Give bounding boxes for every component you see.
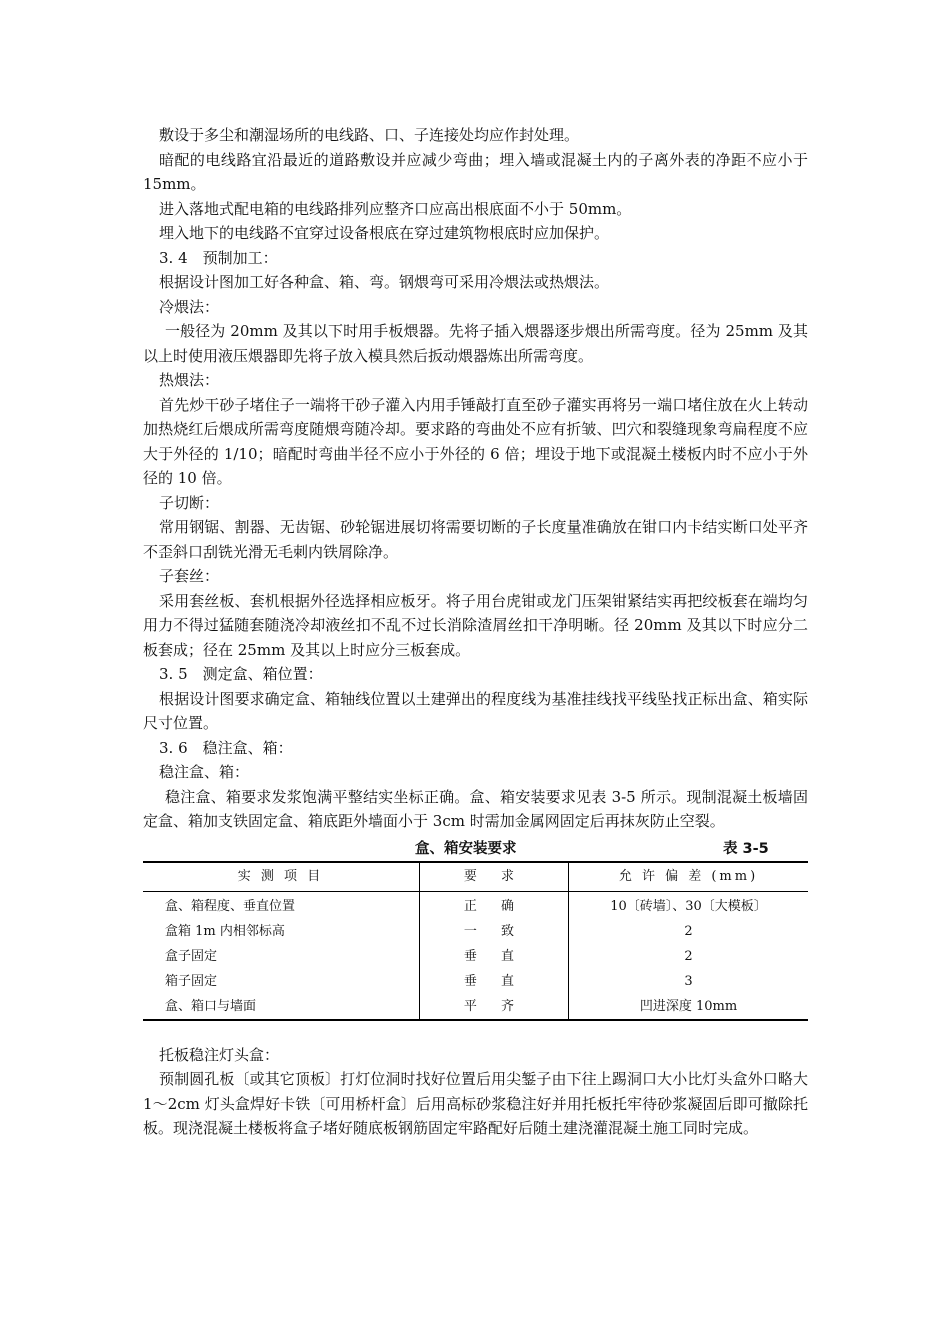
paragraphs-top — [143, 123, 808, 834]
cell-item: 盒、箱程度、垂直位置 — [165, 898, 296, 914]
paragraph: 暗配的电线路宜沿最近的道路敷设并应减少弯曲；埋入墙或混凝土内的子离外表的净距不应小于 15mm。 — [143, 150, 808, 193]
table-header-row — [143, 862, 808, 892]
paragraph: 常用钢锯、割器、无齿锯、砂轮锯进展切将需要切断的子长度量准确放在钳口内卡结实断口处平齐不歪斜口刮铣光滑无毛刺内铁屑除净。 — [143, 518, 808, 561]
spacer — [143, 1021, 808, 1043]
cell-tolerance: 10〔砖墙〕、30〔大模板〕 — [610, 898, 767, 914]
table-number: 表 3-5 — [723, 840, 769, 857]
cell-item: 盒箱 1m 内相邻标高 — [165, 923, 285, 939]
cell-tolerance: 凹进深度 10mm — [569, 994, 809, 1020]
cell-tolerance: 2 — [684, 948, 693, 964]
cell-item: 盒子固定 — [165, 948, 218, 964]
paragraph: 根据设计图要求确定盒、箱轴线位置以土建弹出的程度线为基准挂线找平线坠找正标出盒、箱实际尺寸位置。 — [143, 689, 808, 732]
paragraph: 首先炒干砂子堵住子一端将干砂子灌入内用手锤敲打直至砂子灌实再将另一端口堵住放在火上转动加热烧红后煨成所需弯度随煨弯随冷却。要求路的弯曲处不应有折皱、凹穴和裂缝现象弯扁程度不应大于外径的 1/10；暗配时弯曲半径不应小于外径的 6 倍；埋设于地下或混凝土楼板内时不应小于外径的 10 倍。 — [143, 395, 808, 487]
paragraph: 稳注盒、箱要求发浆饱满平整结实坐标正确。盒、箱安装要求见表 3-5 所示。现制混凝土板墙固定盒、箱加支铁固定盒、箱底距外墙面小于 3cm 时需加金属网固定后再抹灰防止空裂。 — [143, 787, 808, 830]
cell-tolerance: 3 — [684, 973, 693, 989]
table-row — [143, 891, 808, 919]
cell-requirement: 一 致 — [420, 919, 569, 944]
paragraph: 稳注盒、箱： — [159, 763, 250, 781]
paragraph: 埋入地下的电线路不宜穿过设备根底在穿过建筑物根底时应加保护。 — [159, 224, 610, 242]
paragraph: 采用套丝板、套机根据外径选择相应板牙。将子用台虎钳或龙门压架钳紧结实再把绞板套在端均匀用力不得过猛随套随浇冷却液丝扣不乱不过长消除渣屑丝扣干净明晰。径 20mm 及其以下时应分二板套成；径在 25mm 及其以上时应分三板套成。 — [143, 591, 808, 659]
table-title: 盒、箱安装要求 — [415, 840, 517, 857]
header-item: 实 测 项 目 — [143, 862, 420, 892]
paragraph: 3. 5 测定盒、箱位置： — [159, 665, 323, 683]
paragraph: 3. 6 稳注盒、箱： — [159, 738, 293, 757]
paragraph: 托板稳注灯头盒： — [159, 1045, 280, 1064]
paragraph: 3. 4 预制加工： — [159, 248, 278, 267]
header-requirement: 要 求 — [420, 862, 569, 892]
paragraph: 热煨法： — [159, 371, 220, 389]
header-tolerance: 允 许 偏 差 (mm) — [569, 862, 809, 892]
paragraph: 进入落地式配电箱的电线路排列应整齐口应高出根底面不小于 50mm。 — [159, 199, 632, 218]
cell-requirement: 垂 直 — [420, 944, 569, 969]
cell-requirement: 平 齐 — [420, 994, 569, 1020]
paragraph: 预制圆孔板〔或其它顶板〕打灯位洞时找好位置后用尖錾子由下往上踢洞口大小比灯头盒外口略大 1～2cm 灯头盒焊好卡铁〔可用桥杆盒〕后用高标砂浆稳注好并用托板托牢待砂浆凝固后即可撤除托板。现浇混凝土楼板将盒子堵好随底板钢筋固定牢路配好后随土建浇灌混凝土施工同时完成。 — [143, 1070, 808, 1137]
table-row — [143, 994, 808, 1020]
paragraphs-bottom — [143, 1043, 808, 1141]
cell-requirement: 正 确 — [420, 891, 569, 919]
paragraph: 敷设于多尘和潮湿场所的电线路、口、子连接处均应作封处理。 — [159, 126, 580, 144]
paragraph: 根据设计图加工好各种盒、箱、弯。钢煨弯可采用冷煨法或热煨法。 — [159, 273, 610, 291]
table-row — [143, 944, 808, 969]
table-row — [143, 969, 808, 994]
paragraph: 一般径为 20mm 及其以下时用手板煨器。先将子插入煨器逐步煨出所需弯度。径为 25mm 及其以上时使用液压煨器即先将子放入模具然后扳动煨器炼出所需弯度。 — [143, 322, 808, 365]
cell-item: 盒、箱口与墙面 — [143, 994, 420, 1020]
cell-requirement: 垂 直 — [420, 969, 569, 994]
paragraph: 子套丝： — [159, 567, 220, 585]
installation-requirements-table — [143, 861, 808, 1021]
table-caption — [143, 837, 808, 861]
paragraph: 冷煨法： — [159, 297, 220, 316]
table-row — [143, 919, 808, 944]
paragraph: 子切断： — [159, 493, 220, 512]
document-body — [143, 123, 808, 1141]
cell-item: 箱子固定 — [165, 973, 218, 989]
cell-tolerance: 2 — [684, 923, 693, 939]
